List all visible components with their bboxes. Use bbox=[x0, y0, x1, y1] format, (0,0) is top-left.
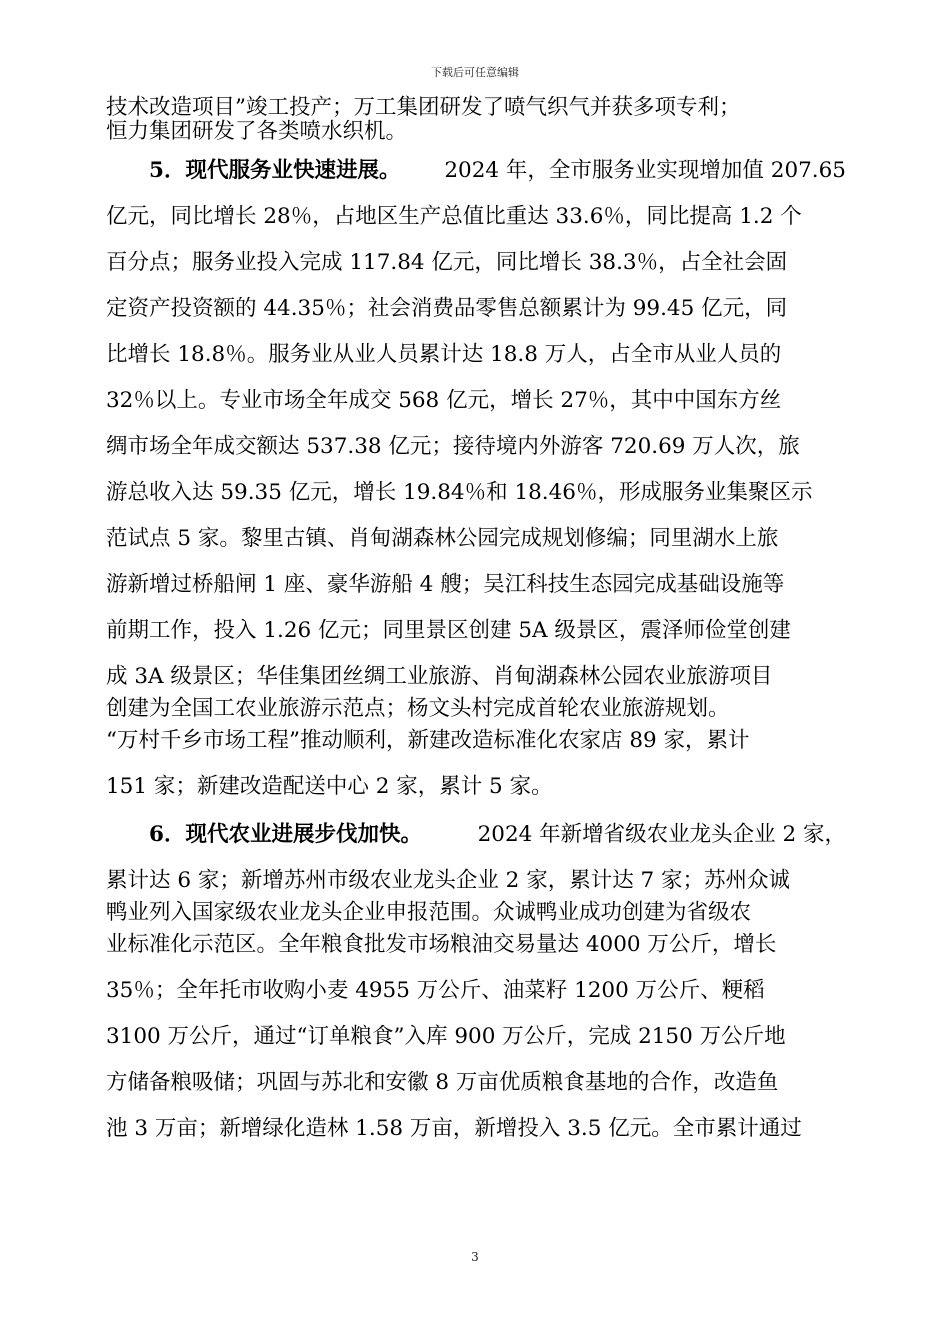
text-line bbox=[106, 665, 846, 688]
text-run: 35％；全年托市收购小麦 4955 万公斤、油菜籽 1200 万公斤、粳稻 bbox=[106, 977, 765, 1003]
text-run: 方储备粮吸储；巩固与苏北和安徽 8 万亩优质粮食基地的合作，改造鱼 bbox=[106, 1069, 779, 1095]
text-line bbox=[106, 1071, 846, 1094]
text-run: 成 3A 级景区；华佳集团丝绸工业旅游、肖甸湖森林公园农业旅游项目 bbox=[106, 663, 773, 689]
section-6-first-line bbox=[106, 823, 846, 846]
text-line bbox=[106, 435, 846, 458]
text-run: 累计达 6 家；新增苏州市级农业龙头企业 2 家，累计达 7 家；苏州众诚 bbox=[106, 867, 791, 893]
text-run: 鸭业列入国家级农业龙头企业申报范围。众诚鸭业成功创建为省级农 bbox=[106, 899, 752, 925]
text-line bbox=[106, 979, 846, 1002]
text-line bbox=[106, 729, 846, 752]
text-run: 恒力集团研发了各类喷水织机。 bbox=[106, 118, 408, 144]
text-run: 2024 年新增省级农业龙头企业 2 家， bbox=[477, 821, 846, 847]
text-line bbox=[106, 619, 846, 642]
text-run: 范试点 5 家。黎里古镇、肖甸湖森林公园完成规划修编；同里湖水上旅 bbox=[106, 525, 779, 551]
page-number: 3 bbox=[471, 1250, 479, 1264]
text-line bbox=[106, 343, 846, 366]
text-run: 3100 万公斤，通过“订单粮食”入库 900 万公斤，完成 2150 万公斤地 bbox=[106, 1023, 786, 1049]
text-run: 定资产投资额的 44.35％；社会消费品零售总额累计为 99.45 亿元，同 bbox=[106, 295, 788, 321]
text-run: 业标准化示范区。全年粮食批发市场粮油交易量达 4000 万公斤，增长 bbox=[106, 931, 777, 957]
text-line bbox=[106, 933, 846, 956]
text-line bbox=[106, 251, 846, 274]
text-line bbox=[106, 573, 846, 596]
text-run: 151 家；新建改造配送中心 2 家，累计 5 家。 bbox=[106, 773, 553, 799]
text-run: 游新增过桥船闸 1 座、豪华游船 4 艘；吴江科技生态园完成基础设施等 bbox=[106, 571, 785, 597]
text-line bbox=[106, 297, 846, 320]
text-run: 2024 年，全市服务业实现增加值 207.65 bbox=[444, 157, 846, 183]
text-line bbox=[106, 697, 846, 720]
text-line bbox=[106, 775, 846, 798]
text-run: 技术改造项目”竣工投产；万工集团研发了喷气织气并获多项专利； bbox=[106, 94, 741, 120]
section-5-first-line bbox=[106, 159, 846, 182]
text-line bbox=[106, 205, 846, 228]
text-run: “万村千乡市场工程”推动顺利，新建改造标准化农家店 89 家，累计 bbox=[106, 727, 750, 753]
text-run: 比增长 18.8％。服务业从业人员累计达 18.8 万人，占全市从业人员的 bbox=[106, 341, 782, 367]
text-run: 创建为全国工农业旅游示范点；杨文头村完成首轮农业旅游规划。 bbox=[106, 695, 730, 721]
header-note: 下载后可任意编辑 bbox=[431, 66, 519, 79]
text-line bbox=[106, 481, 846, 504]
text-line bbox=[106, 1025, 846, 1048]
text-run: 32％以上。专业市场全年成交 568 亿元，增长 27％，其中中国东方丝 bbox=[106, 387, 782, 413]
text-run: 前期工作，投入 1.26 亿元；同里景区创建 5A 级景区，震泽师俭堂创建 bbox=[106, 617, 791, 643]
text-run: 游总收入达 59.35 亿元，增长 19.84％和 18.46％，形成服务业集聚区示 bbox=[106, 479, 813, 505]
section-5-heading: 5．现代服务业快速进展。 bbox=[149, 157, 401, 183]
text-line bbox=[106, 869, 846, 892]
section-6-heading: 6．现代农业进展步伐加快。 bbox=[149, 821, 422, 847]
text-run: 百分点；服务业投入完成 117.84 亿元，同比增长 38.3％，占全社会固 bbox=[106, 249, 788, 275]
text-line bbox=[106, 389, 846, 412]
text-line bbox=[106, 527, 846, 550]
text-line bbox=[106, 1117, 846, 1140]
text-line bbox=[106, 96, 846, 119]
body-text bbox=[106, 96, 846, 1140]
text-line bbox=[106, 901, 846, 924]
text-run: 亿元，同比增长 28％，占地区生产总值比重达 33.6％，同比提高 1.2 个 bbox=[106, 203, 802, 229]
text-run: 绸市场全年成交额达 537.38 亿元；接待境内外游客 720.69 万人次，旅 bbox=[106, 433, 800, 459]
text-run: 池 3 万亩；新增绿化造林 1.58 万亩，新增投入 3.5 亿元。全市累计通过 bbox=[106, 1115, 802, 1141]
text-line bbox=[106, 120, 846, 143]
